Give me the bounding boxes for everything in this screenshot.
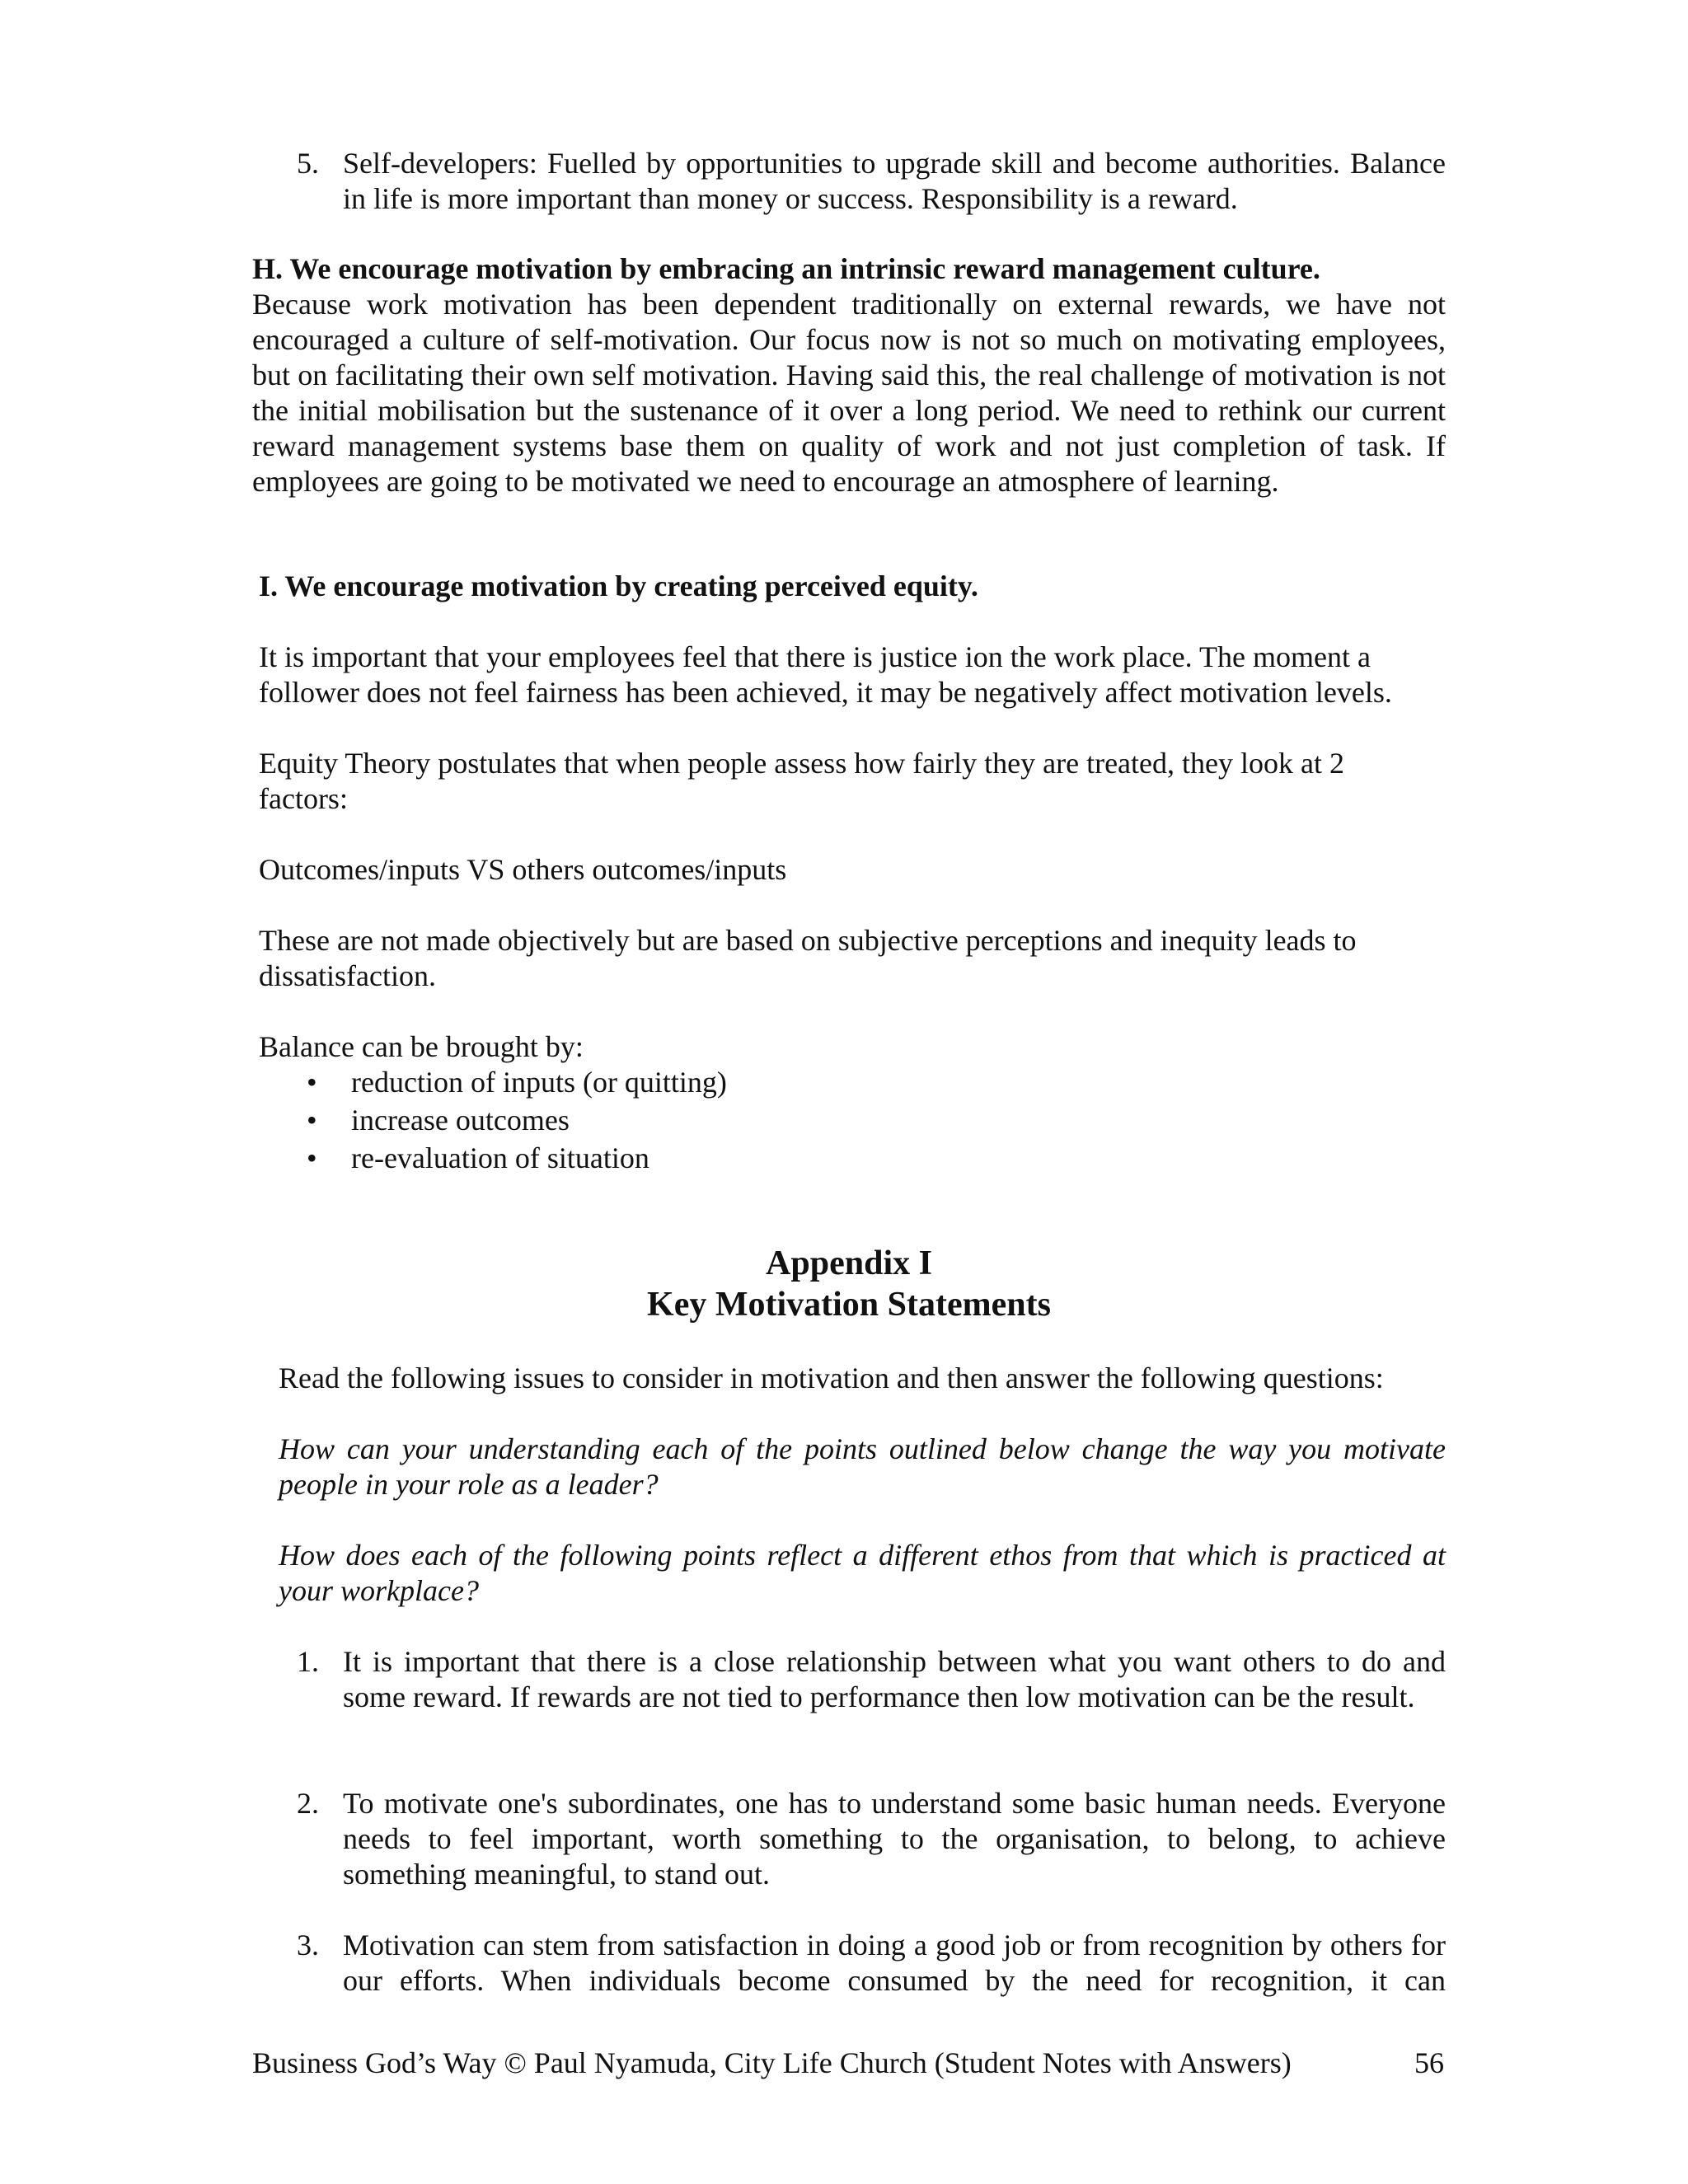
equity-formula: Outcomes/inputs VS others outcomes/inputs — [259, 853, 787, 886]
list-number: 1. — [297, 1645, 319, 1678]
appendix-question-2: How does each of the following points reflect a different ethos from that which is practiced at your workplace? — [279, 1539, 1446, 1607]
appendix-item-1-text: It is important that there is a close relationship between what you want others to do and some reward. If rewards are not tied to performance then low motivation can be the result. — [343, 1645, 1446, 1713]
bullet-item: reduction of inputs (or quitting) — [351, 1066, 727, 1099]
equity-para-4-line-1: These are not made objectively but are based on subjective perceptions and inequity leads to — [259, 924, 1357, 957]
equity-para-1-line-1: It is important that your employees feel that there is justice ion the work place. The moment a — [259, 640, 1371, 673]
section-h-body: Because work motivation has been dependent traditionally on external rewards, we have not encouraged a culture of self-motivation. Our focus now is not so much on motivating employees, but on facilitating their own self motivation. Having said this, the real challenge of motivation is not the initial mobilisation but the sustenance of it over a long period. We need to rethink our current reward management systems base them on quality of work and not just completion of task. If employees are going to be motivated we need to encourage an atmosphere of learning. — [252, 288, 1446, 498]
equity-para-2-line-1: Equity Theory postulates that when people assess how fairly they are treated, they look at 2 — [259, 747, 1344, 780]
appendix-item-3-text: Motivation can stem from satisfaction in doing a good job or from recognition by others for our efforts. When individuals become consumed by the need for recognition, it can — [343, 1929, 1446, 1997]
bullet-item: increase outcomes — [351, 1104, 570, 1137]
bullet-marker: • — [307, 1141, 317, 1174]
appendix-title: Appendix I — [766, 1244, 932, 1282]
list-number: 5. — [297, 147, 319, 180]
appendix-subtitle: Key Motivation Statements — [647, 1286, 1051, 1324]
bullet-item: re-evaluation of situation — [351, 1141, 649, 1174]
appendix-intro: Read the following issues to consider in motivation and then answer the following questions: — [279, 1361, 1384, 1394]
bullet-marker: • — [307, 1066, 317, 1099]
appendix-question-1: How can your understanding each of the points outlined below change the way you motivate people in your role as a leader? — [279, 1432, 1446, 1501]
page-number: 56 — [1414, 2046, 1444, 2079]
list-number: 3. — [297, 1929, 319, 1961]
equity-para-2-line-2: factors: — [259, 782, 348, 815]
list-item-5-text: Self-developers: Fuelled by opportunities to upgrade skill and become authorities. Balance in life is more important than money or success. Responsibility is a reward. — [343, 147, 1446, 215]
footer-text: Business God’s Way © Paul Nyamuda, City Life Church (Student Notes with Answers) — [252, 2046, 1292, 2079]
balance-intro: Balance can be brought by: — [259, 1030, 584, 1063]
section-i-heading: I. We encourage motivation by creating perceived equity. — [259, 569, 978, 602]
bullet-marker: • — [307, 1104, 317, 1137]
equity-para-1-line-2: follower does not feel fairness has been achieved, it may be negatively affect motivation levels. — [259, 676, 1392, 709]
equity-para-4-line-2: dissatisfaction. — [259, 959, 436, 992]
list-number: 2. — [297, 1787, 319, 1820]
section-h-heading: H. We encourage motivation by embracing an intrinsic reward management culture. — [252, 252, 1320, 285]
appendix-item-2-text: To motivate one's subordinates, one has to understand some basic human needs. Everyone needs to feel important, worth something to the organisation, to belong, to achieve something meaningful, to stand out. — [343, 1787, 1446, 1891]
